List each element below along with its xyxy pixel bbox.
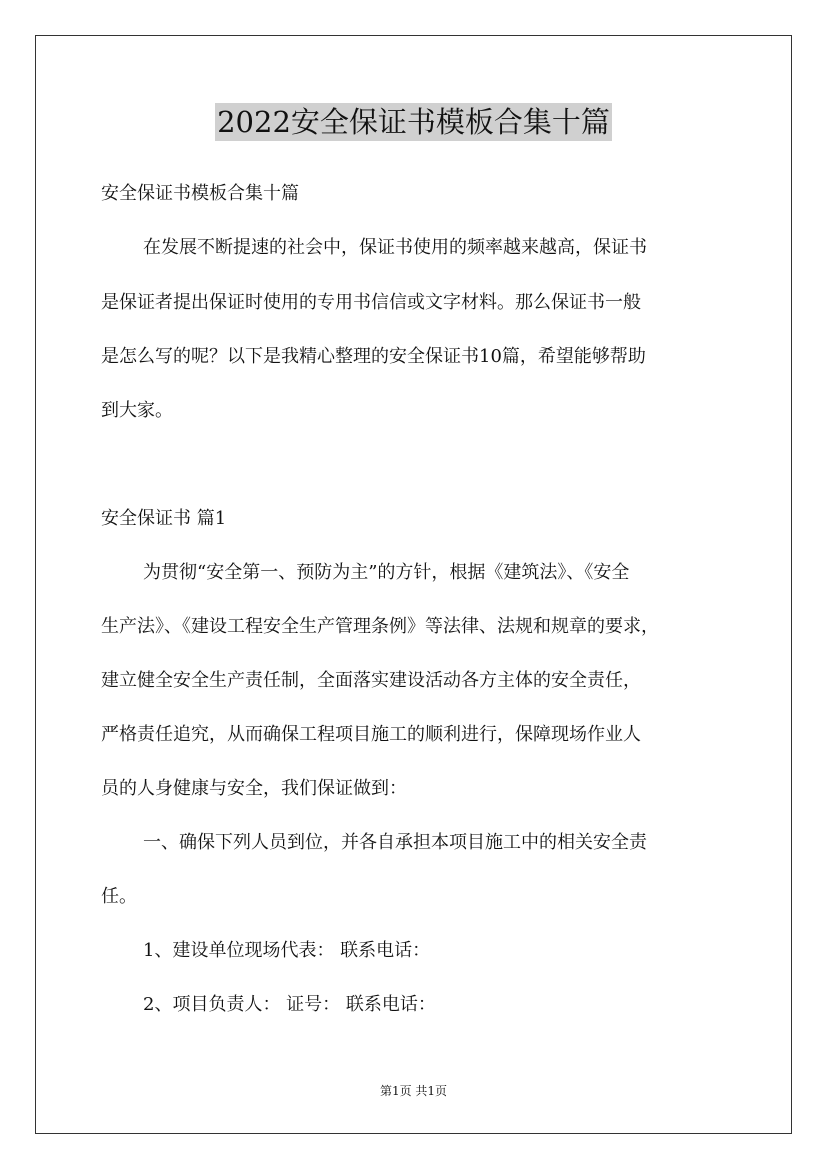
section-heading: 安全保证书 篇1 <box>101 508 227 529</box>
list-item: 1、建设单位现场代表： 联系电话： <box>143 940 431 961</box>
section-line: 生产法》、《建设工程安全生产管理条例》等法律、法规和规章的要求， <box>101 616 659 637</box>
intro-line: 是怎么写的呢？以下是我精心整理的安全保证书10篇，希望能够帮助 <box>101 346 646 367</box>
title-container <box>0 103 827 141</box>
document-title: 2022安全保证书模板合集十篇 <box>217 105 610 139</box>
page-footer: 第1页 共1页 <box>379 1084 448 1098</box>
section-line: 建立健全安全生产责任制，全面落实建设活动各方主体的安全责任， <box>101 670 641 691</box>
clause-line: 任。 <box>101 886 137 907</box>
intro-line: 是保证者提出保证时使用的专用书信信或文字材料。那么保证书一般 <box>101 292 641 313</box>
intro-line: 到大家。 <box>101 400 173 421</box>
clause-line: 一、确保下列人员到位，并各自承担本项目施工中的相关安全责 <box>143 832 647 853</box>
section-line: 员的人身健康与安全，我们保证做到： <box>101 778 407 799</box>
section-line: 为贯彻“安全第一、预防为主”的方针，根据《建筑法》、《安全 <box>143 562 630 583</box>
list-item: 2、项目负责人： 证号： 联系电话： <box>143 994 436 1015</box>
intro-line: 在发展不断提速的社会中，保证书使用的频率越来越高，保证书 <box>143 237 647 258</box>
section-line: 严格责任追究，从而确保工程项目施工的顺利进行，保障现场作业人 <box>101 724 641 745</box>
document-subtitle: 安全保证书模板合集十篇 <box>101 183 299 204</box>
